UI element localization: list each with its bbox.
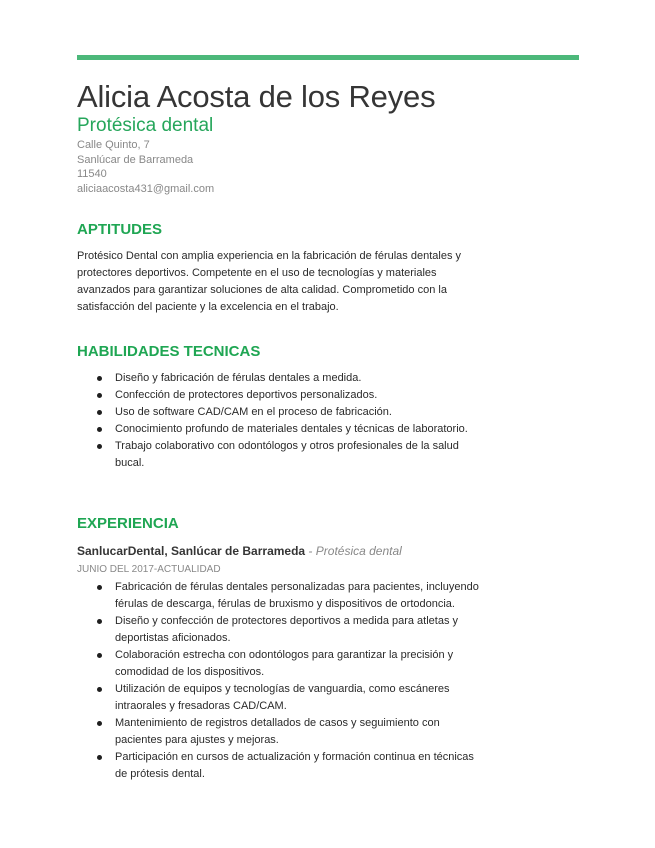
contact-block [77, 138, 477, 196]
skill-text: Confección de protectores deportivos personalizados. [115, 389, 378, 401]
skill-text: Trabajo colaborativo con odontólogos y otros profesionales de la salud bucal. [115, 440, 459, 469]
bullet-icon [97, 585, 102, 590]
skill-text: Diseño y fabricación de férulas dentales a medida. [115, 372, 362, 384]
list-item [77, 421, 487, 438]
duty-text: Mantenimiento de registros detallados de casos y seguimiento con pacientes para ajustes y mejoras. [115, 717, 440, 746]
experience-title: EXPERIENCIA [77, 515, 179, 532]
list-item [77, 579, 487, 613]
duty-text: Colaboración estrecha con odontólogos para garantizar la precisión y comodidad de los dispositivos. [115, 649, 454, 678]
job-duties-list [77, 579, 487, 783]
aptitudes-text: Protésico Dental con amplia experiencia en la fabricación de férulas dentales y protectores deportivos. Competente en el uso de tecnologías y materiales avanzados para garantizar soluciones de alta calidad. Comprometido con la satisfacción del paciente y la excelencia en el trabajo. [77, 250, 461, 313]
candidate-role: Protésica dental [77, 115, 214, 136]
list-item [77, 749, 487, 783]
bullet-icon [97, 376, 102, 381]
list-item [77, 647, 487, 681]
contact-postal-code: 11540 [77, 168, 107, 180]
header-accent-bar [77, 55, 579, 60]
contact-city: Sanlúcar de Barrameda [77, 153, 194, 166]
list-item [77, 715, 487, 749]
job-company: SanlucarDental, Sanlúcar de Barrameda [77, 544, 306, 558]
list-item [77, 438, 487, 472]
list-item [77, 681, 487, 715]
list-item [77, 387, 487, 404]
duty-text: Fabricación de férulas dentales personalizadas para pacientes, incluyendo férulas de descarga, férulas de bruxismo y dispositivos de ortodoncia. [115, 581, 479, 610]
job-role: Protésica dental [315, 544, 402, 558]
aptitudes-title: APTITUDES [77, 221, 163, 238]
contact-email: aliciaacosta431@gmail.com [77, 182, 215, 195]
duty-text: Utilización de equipos y tecnologías de vanguardia, como escáneres intraorales y fresadoras CAD/CAM. [115, 683, 450, 712]
list-item [77, 404, 487, 421]
skills-title: HABILIDADES TECNICAS [77, 343, 261, 360]
skill-text: Uso de software CAD/CAM en el proceso de fabricación. [115, 406, 392, 418]
bullet-icon [97, 393, 102, 398]
list-item [77, 613, 487, 647]
duty-text: Diseño y confección de protectores deportivos a medida para atletas y deportistas aficionados. [115, 615, 459, 644]
skills-list [77, 370, 487, 472]
job-separator: - [305, 544, 316, 558]
job-dates: JUNIO DEL 2017-ACTUALIDAD [77, 564, 221, 575]
bullet-icon [97, 687, 102, 692]
job-heading [77, 544, 402, 559]
bullet-icon [97, 653, 102, 658]
duty-text: Participación en cursos de actualización y formación continua en técnicas de prótesis dental. [115, 751, 474, 780]
list-item [77, 370, 487, 387]
skill-text: Conocimiento profundo de materiales dentales y técnicas de laboratorio. [115, 423, 468, 435]
bullet-icon [97, 427, 102, 432]
candidate-name: Alicia Acosta de los Reyes [77, 79, 436, 114]
bullet-icon [97, 410, 102, 415]
contact-street: Calle Quinto, 7 [77, 139, 150, 151]
bullet-icon [97, 619, 102, 624]
resume-page [77, 0, 580, 848]
bullet-icon [97, 444, 102, 449]
bullet-icon [97, 755, 102, 760]
bullet-icon [97, 721, 102, 726]
